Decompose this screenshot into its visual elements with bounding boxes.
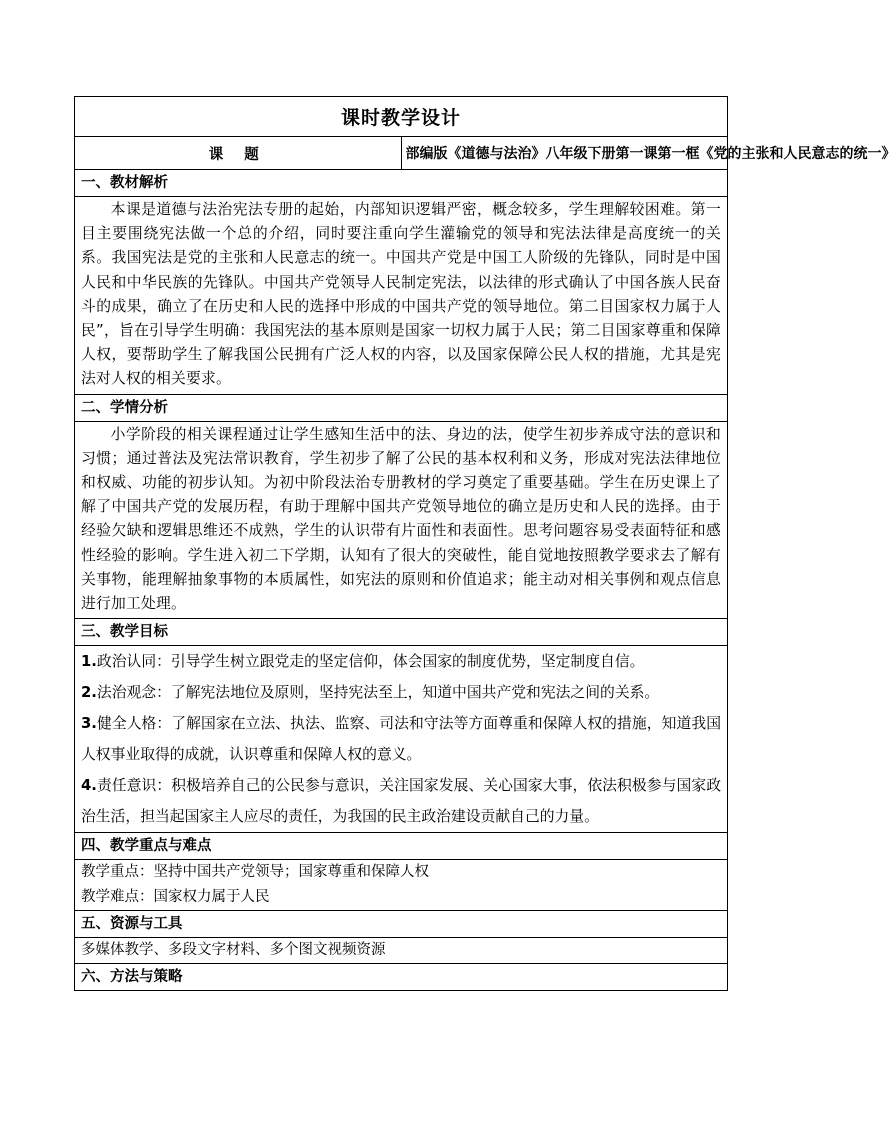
title-row <box>75 97 728 137</box>
keypoints-heading: 四、教学重点与难点 <box>75 833 728 860</box>
lesson-plan-sheet <box>74 96 896 991</box>
students-text: 小学阶段的相关课程通过让学生感知生活中的法、身边的法，使学生初步养成守法的意识和习惯；通过普法及宪法常识教育，学生初步了解了公民的基本权利和义务，形成对宪法法律地位和权威、功能的初步认知。为初中阶段法治专册教材的学习奠定了重要基础。学生在历史课上了解了中国共产党的发展历程，有助于理解中国共产党领导地位的确立是历史和人民的选择。由于经验欠缺和逻辑思维还不成熟，学生的认识带有片面性和表面性。思考问题容易受表面特征和感性经验的影响。学生进入初二下学期，认知有了很大的突破性，能自觉地按照教学要求去了解有关事物，能理解抽象事物的本质属性，如宪法的原则和价值追求；能主动对相关事例和观点信息进行加工处理。 <box>81 425 721 613</box>
resources-heading-row <box>75 911 728 938</box>
analysis-text: 本课是道德与法治宪法专册的起始，内部知识逻辑严密，概念较多，学生理解较困难。第一目主要围绕宪法做一个总的介绍，同时要注重向学生灌输党的领导和宪法法律是高度统一的关系。我国宪法是党的主张和人民意志的统一。中国共产党是中国工人阶级的先锋队，同时是中国人民和中华民族的先锋队。中国共产党领导人民制定宪法，以法律的形式确认了中国各族人民奋斗的成果，确立了在历史和人民的选择中形成的中国共产党的领导地位。第二目国家权力属于人民”，旨在引导学生明确：我国宪法的基本原则是国家一切权力属于人民；第二目国家尊重和保障人权，要帮助学生了解我国公民拥有广泛人权的内容，以及国家保障公民人权的措施，尤其是宪法对人权的相关要求。 <box>81 201 721 388</box>
goal-item: 2.法治观念：了解宪法地位及原则，坚持宪法至上，知道中国共产党和宪法之间的关系。 <box>81 684 660 702</box>
topic-row <box>75 137 728 170</box>
students-heading: 二、学情分析 <box>75 394 728 421</box>
goal-item: 3.健全人格：了解国家在立法、执法、监察、司法和守法等方面尊重和保障人权的措施，知道我国人权事业取得的成就，认识尊重和保障人权的意义。 <box>81 715 721 764</box>
topic-label: 课 题 <box>75 137 402 170</box>
goals-heading-row <box>75 619 728 646</box>
methods-heading-row <box>75 964 728 991</box>
resources-body <box>75 938 728 964</box>
goals-body-row <box>75 646 728 833</box>
goals-heading: 三、教学目标 <box>75 619 728 646</box>
resources-text: 多媒体教学、多段文字材料、多个图文视频资源 <box>81 942 386 959</box>
students-body <box>75 421 728 619</box>
lesson-plan-table <box>74 96 896 991</box>
topic-value: 部编版《道德与法治》八年级下册第一课第一框《党的主张和人民意志的统一》 <box>401 137 728 170</box>
students-heading-row <box>75 394 728 421</box>
resources-body-row <box>75 938 728 964</box>
goal-item: 4.责任意识：积极培养自己的公民参与意识，关注国家发展、关心国家大事，依法积极参与国家政治生活，担当起国家主人应尽的责任，为我国的民主政治建设贡献自己的力量。 <box>81 777 721 826</box>
analysis-body <box>75 197 728 395</box>
page-title: 课时教学设计 <box>75 97 728 137</box>
key-difficulty: 教学难点：国家权力属于人民 <box>81 889 270 906</box>
goal-item: 1.政治认同：引导学生树立跟党走的坚定信仰，体会国家的制度优势，坚定制度自信。 <box>81 653 645 671</box>
keypoints-heading-row <box>75 833 728 860</box>
methods-heading: 六、方法与策略 <box>75 964 728 991</box>
students-body-row <box>75 421 728 619</box>
key-focus: 教学重点：坚持中国共产党领导；国家尊重和保障人权 <box>81 864 429 881</box>
analysis-heading-row <box>75 170 728 197</box>
analysis-body-row <box>75 197 728 395</box>
goals-body <box>75 646 728 833</box>
keypoints-body-row <box>75 860 728 911</box>
keypoints-body <box>75 860 728 911</box>
resources-heading: 五、资源与工具 <box>75 911 728 938</box>
analysis-heading: 一、教材解析 <box>75 170 728 197</box>
